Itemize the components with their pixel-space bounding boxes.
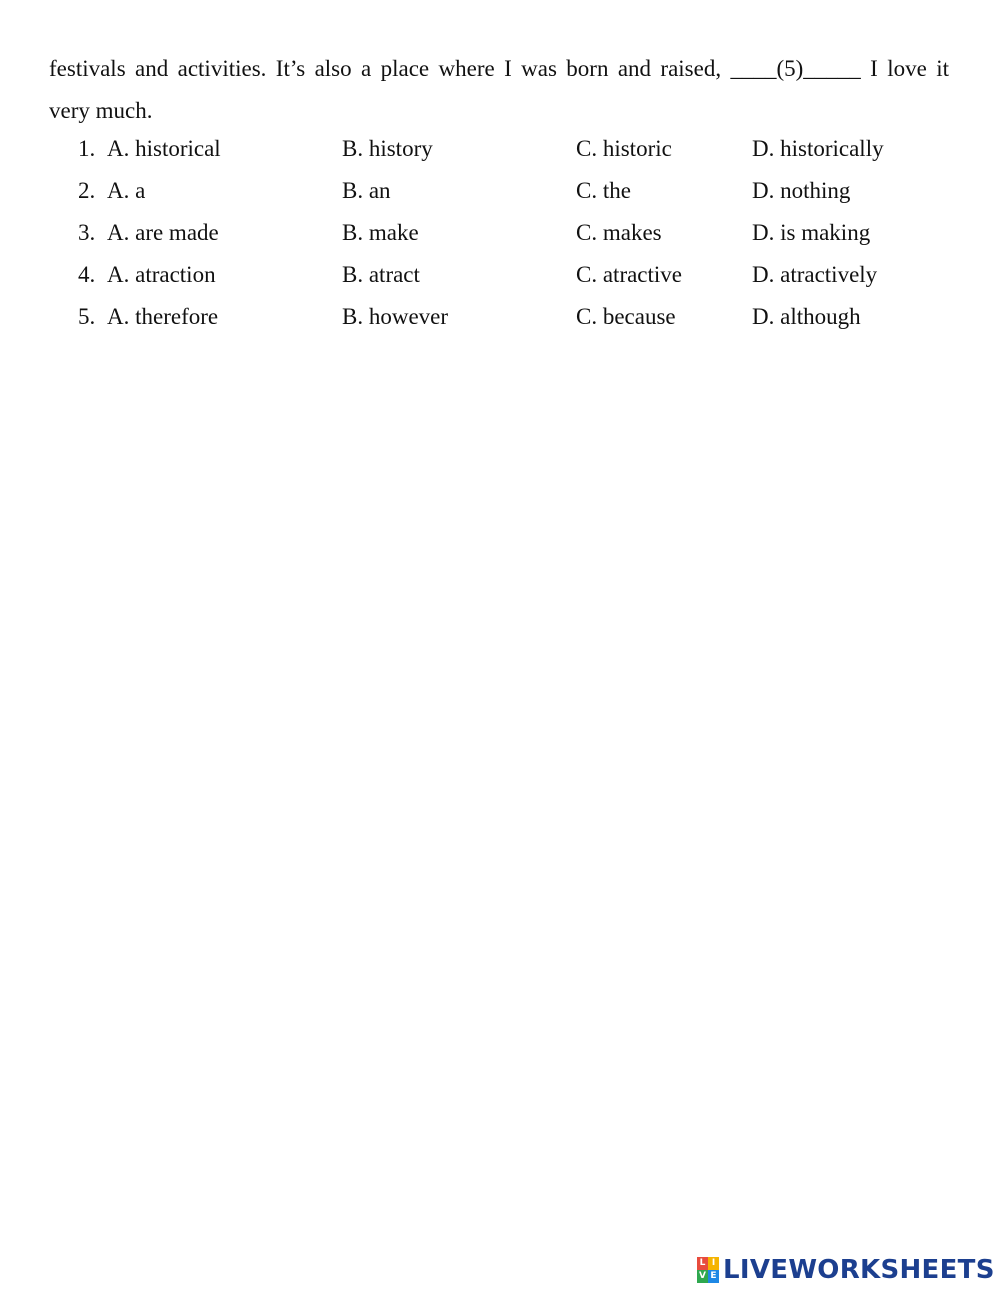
- logo-block: L: [697, 1257, 708, 1270]
- option-c: C. historic: [576, 136, 672, 161]
- option-a: A. atraction: [107, 262, 216, 287]
- passage: [49, 48, 949, 132]
- option-c: C. atractive: [576, 262, 683, 287]
- option-b: B. make: [342, 220, 419, 245]
- logo-block: V: [697, 1270, 708, 1283]
- liveworksheets-logo: [697, 1252, 995, 1288]
- question-row: [0, 254, 1000, 296]
- passage-line-1: festivals and activities. It’s also a place where I was born and raised, ____(5)_____ I love it: [49, 56, 949, 81]
- logo-block: I: [708, 1257, 719, 1270]
- option-a: A. are made: [107, 220, 219, 245]
- option-b: B. however: [342, 304, 449, 329]
- logo-block: E: [708, 1270, 719, 1283]
- answer-options: [0, 128, 1000, 338]
- question-number: 1.: [78, 136, 96, 161]
- option-b: B. an: [342, 178, 391, 203]
- question-row: [0, 170, 1000, 212]
- option-a: A. therefore: [107, 304, 219, 329]
- question-number: 3.: [78, 220, 96, 245]
- option-b: B. atract: [342, 262, 420, 287]
- question-number: 4.: [78, 262, 96, 287]
- question-number: 5.: [78, 304, 96, 329]
- option-c: C. the: [576, 178, 631, 203]
- passage-line-2: very much.: [49, 98, 153, 123]
- option-b: B. history: [342, 136, 433, 161]
- logo-text: LIVEWORKSHEETS: [723, 1255, 995, 1285]
- option-d: D. nothing: [752, 178, 851, 203]
- option-a: A. historical: [107, 136, 221, 161]
- question-number: 2.: [78, 178, 96, 203]
- question-row: [0, 128, 1000, 170]
- option-d: D. historically: [752, 136, 884, 161]
- option-d: D. although: [752, 304, 861, 329]
- option-d: D. is making: [752, 220, 871, 245]
- option-c: C. because: [576, 304, 676, 329]
- option-c: C. makes: [576, 220, 662, 245]
- question-row: [0, 212, 1000, 254]
- option-d: D. atractively: [752, 262, 878, 287]
- option-a: A. a: [107, 178, 146, 203]
- logo-blocks-icon: [697, 1257, 719, 1283]
- question-row: [0, 296, 1000, 338]
